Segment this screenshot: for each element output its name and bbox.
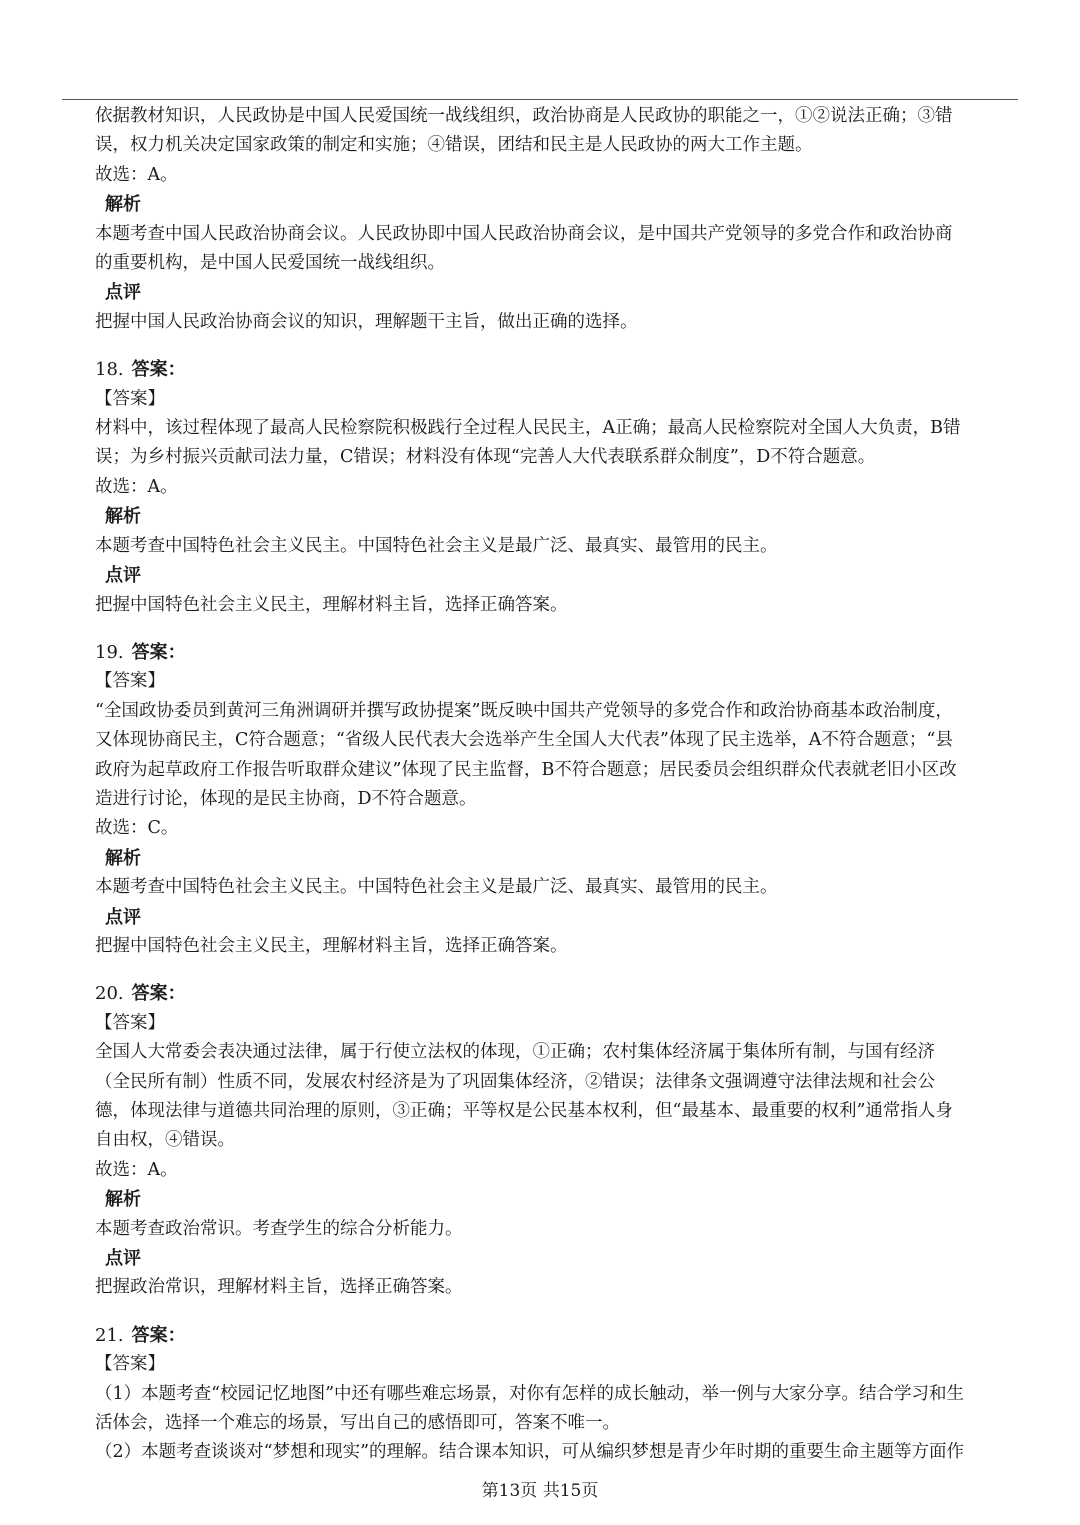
answer-line: 依据教材知识，人民政协是中国人民爱国统一战线组织，政治协商是人民政协的职能之一，①②说法正确；③错 xyxy=(95,106,953,126)
analysis-line: 本题考查中国人民政治协商会议。人民政协即中国人民政治协商会议，是中国共产党领导的多党合作和政治协商 xyxy=(95,223,953,244)
answer-line: 材料中，该过程体现了最高人民检察院积极践行全过程人民民主，A正确；最高人民检察院对全国人大负责，B错 xyxy=(95,418,961,439)
analysis-label: 解析 xyxy=(105,1189,141,1211)
question-heading xyxy=(95,638,1040,667)
header-rule xyxy=(62,99,1018,100)
analysis-label: 解析 xyxy=(105,194,141,216)
analysis-line: 本题考查中国特色社会主义民主。中国特色社会主义是最广泛、最真实、最管用的民主。 xyxy=(95,535,778,556)
comment-line: 把握中国特色社会主义民主，理解材料主旨，选择正确答案。 xyxy=(95,594,568,615)
answer-line: （1）本题考查“校园记忆地图”中还有哪些难忘场景，对你有怎样的成长触动，举一例与大家分享。结合学习和生 xyxy=(95,1383,965,1404)
question-20 xyxy=(95,979,1040,1302)
question-18 xyxy=(95,355,1040,620)
answer-tag: 【答案】 xyxy=(95,671,165,692)
answer-line: 自由权，④错误。 xyxy=(95,1130,235,1151)
question-number: 18. xyxy=(95,359,124,381)
answer-line: 故选：A。 xyxy=(95,1159,178,1180)
question-heading xyxy=(95,1321,1040,1350)
comment-label: 点评 xyxy=(105,1248,141,1270)
question-heading xyxy=(95,355,1040,384)
page-footer: 第13页 共15页 xyxy=(481,1481,599,1501)
comment-line: 把握中国人民政治协商会议的知识，理解题干主旨，做出正确的选择。 xyxy=(95,311,638,332)
answer-line: 误；为乡村振兴贡献司法力量，C错误；材料没有体现“完善人大代表联系群众制度”，D不符合题意。 xyxy=(95,447,876,468)
question-21 xyxy=(95,1321,1040,1468)
comment-line: 把握政治常识，理解材料主旨，选择正确答案。 xyxy=(95,1277,463,1298)
answer-heading: 答案： xyxy=(131,983,186,1005)
question-number: 19. xyxy=(95,641,124,663)
question-19 xyxy=(95,638,1040,961)
comment-label: 点评 xyxy=(105,282,141,304)
answer-tag: 【答案】 xyxy=(95,388,165,409)
answer-heading: 答案： xyxy=(131,641,186,663)
analysis-line: 本题考查政治常识。考查学生的综合分析能力。 xyxy=(95,1218,463,1239)
answer-line: 又体现协商民主，C符合题意；“省级人民代表大会选举产生全国人大代表”体现了民主选举，A不符合题意；“县 xyxy=(95,730,953,751)
question-number: 21. xyxy=(95,1324,124,1346)
answer-line: 造进行讨论，体现的是民主协商，D不符合题意。 xyxy=(95,788,477,809)
comment-line: 把握中国特色社会主义民主，理解材料主旨，选择正确答案。 xyxy=(95,935,568,956)
answer-heading: 答案： xyxy=(131,359,186,381)
question-heading xyxy=(95,979,1040,1008)
analysis-label: 解析 xyxy=(105,847,141,869)
answer-line: 误，权力机关决定国家政策的制定和实施；④错误，团结和民主是人民政协的两大工作主题。 xyxy=(95,135,813,156)
comment-label: 点评 xyxy=(105,565,141,587)
answer-line: 故选：C。 xyxy=(95,818,179,839)
answer-line: 活体会，选择一个难忘的场景，写出自己的感悟即可，答案不唯一。 xyxy=(95,1413,620,1434)
question-number: 20. xyxy=(95,983,124,1005)
answer-line: 故选：A。 xyxy=(95,476,178,497)
answer-heading: 答案： xyxy=(131,1324,186,1346)
comment-label: 点评 xyxy=(105,906,141,928)
answer-line: 全国人大常委会表决通过法律，属于行使立法权的体现，①正确；农村集体经济属于集体所有制，与国有经济 xyxy=(95,1042,935,1063)
analysis-label: 解析 xyxy=(105,506,141,528)
analysis-line: 本题考查中国特色社会主义民主。中国特色社会主义是最广泛、最真实、最管用的民主。 xyxy=(95,877,778,898)
answer-tag: 【答案】 xyxy=(95,1354,165,1375)
page-content xyxy=(95,102,1040,1468)
answer-line: （全民所有制）性质不同，发展农村经济是为了巩固集体经济，②错误；法律条文强调遵守法律法规和社会公 xyxy=(95,1071,935,1092)
analysis-line: 的重要机构，是中国人民爱国统一战线组织。 xyxy=(95,253,445,274)
answer-tag: 【答案】 xyxy=(95,1012,165,1033)
question-17-continuation xyxy=(95,102,1040,337)
answer-line: 德，体现法律与道德共同治理的原则，③正确；平等权是公民基本权利，但“最基本、最重要的权利”通常指人身 xyxy=(95,1101,953,1121)
answer-line: 故选：A。 xyxy=(95,164,178,185)
answer-line: 政府为起草政府工作报告听取群众建议”体现了民主监督，B不符合题意；居民委员会组织群众代表就老旧小区改 xyxy=(95,759,957,780)
answer-line: （2）本题考查谈谈对“梦想和现实”的理解。结合课本知识，可从编织梦想是青少年时期的重要生命主题等方面作 xyxy=(95,1442,965,1463)
answer-line: “全国政协委员到黄河三角洲调研并撰写政协提案”既反映中国共产党领导的多党合作和政治协商基本政治制度， xyxy=(95,700,953,721)
